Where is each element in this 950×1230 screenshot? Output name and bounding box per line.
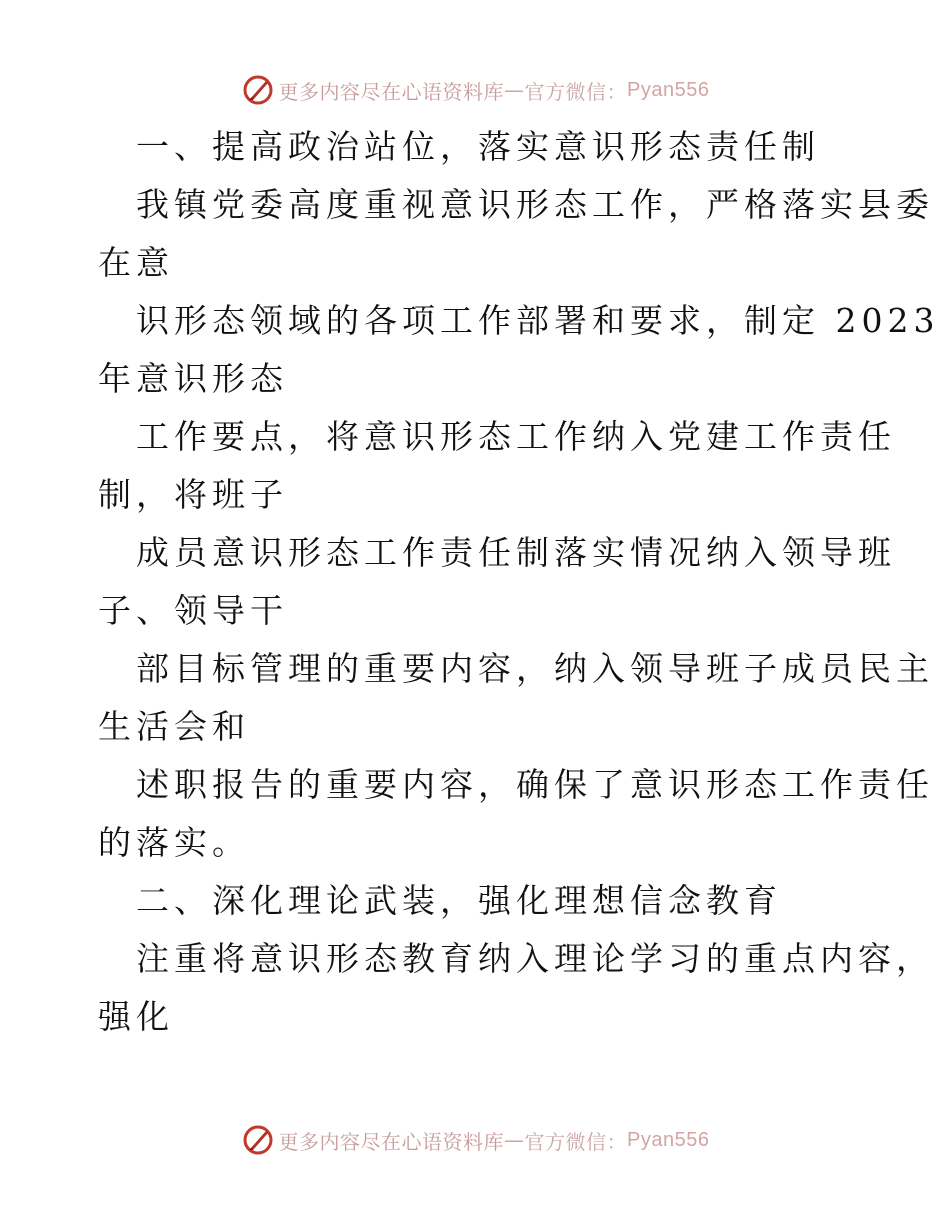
red-quill-logo-icon [241,73,275,107]
watermark-wechat-id: Pyan556 [627,1128,710,1151]
document-line: 部目标管理的重要内容，纳入领导班子成员民主 [136,649,934,688]
document-line: 一、提高政治站位，落实意识形态责任制 [136,127,820,166]
watermark-official-label: 官方微信： [524,1129,628,1154]
watermark-brand: 更多内容尽在心语资料库 [278,79,505,104]
footer-watermark [0,1120,950,1160]
document-line: 生活会和 [98,707,250,746]
watermark-wechat-id: Pyan556 [627,78,710,101]
document-line: 我镇党委高度重视意识形态工作，严格落实县委 [136,185,934,224]
document-line: 注重将意识形态教育纳入理论学习的重点内容， [136,939,934,978]
document-line: 二、深化理论武装，强化理想信念教育 [136,881,782,920]
watermark-brand: 更多内容尽在心语资料库 [278,1129,505,1154]
document-line: 述职报告的重要内容，确保了意识形态工作责任 [136,765,934,804]
document-line: 工作要点，将意识形态工作纳入党建工作责任 [136,417,896,456]
document-line: 制，将班子 [98,475,288,514]
watermark-official-label: 官方微信： [524,79,628,104]
watermark-dash: — [504,78,525,102]
watermark-dash: — [504,1128,525,1152]
document-line: 的落实。 [98,823,250,862]
document-body [98,118,940,1046]
header-watermark [0,70,950,110]
document-line: 强化 [98,997,174,1036]
document-line: 成员意识形态工作责任制落实情况纳入领导班 [136,533,896,572]
red-quill-logo-icon [241,1123,275,1157]
document-line: 年意识形态 [98,359,288,398]
document-line: 子、领导干 [98,591,288,630]
document-line: 在意 [98,243,174,282]
document-line: 识形态领域的各项工作部署和要求，制定 2023 [136,301,940,340]
